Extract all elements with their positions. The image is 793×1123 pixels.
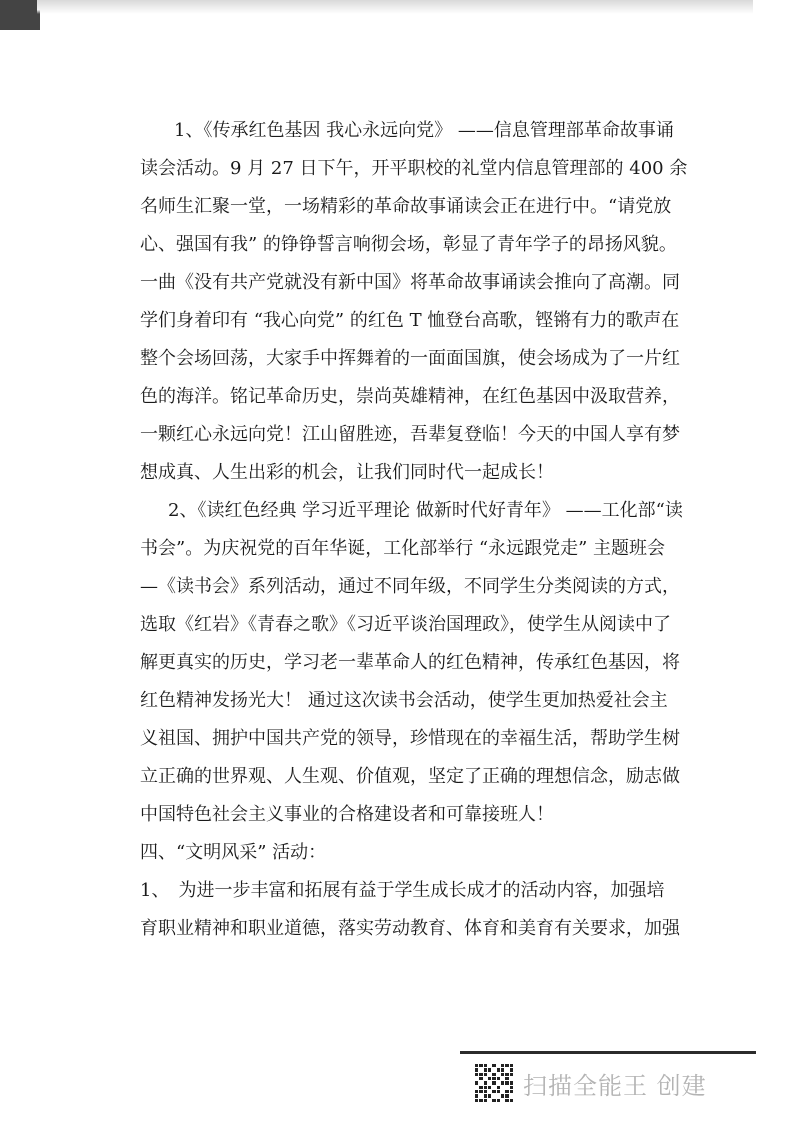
scan-edge-left — [0, 0, 40, 30]
scan-edge-top — [37, 0, 753, 14]
text-line: —《读书会》系列活动，通过不同年级，不同学生分类阅读的方式， — [140, 576, 680, 597]
text-line: 中国特色社会主义事业的合格建设者和可靠接班人！ — [140, 804, 554, 825]
section-heading: 四、“文明风采” 活动： — [140, 842, 327, 863]
text-line: 整个会场回荡，大家手中挥舞着的一面面国旗，使会场成为了一片红 — [140, 348, 680, 369]
text-line: 育职业精神和职业道德，落实劳动教育、体育和美育有关要求，加强 — [140, 918, 680, 939]
text-line: 义祖国、拥护中国共产党的领导，珍惜现在的幸福生活，帮助学生树 — [140, 728, 680, 749]
text-line: 红色精神发扬光大！ 通过这次读书会活动，使学生更加热爱社会主 — [140, 690, 668, 711]
scanner-watermark — [475, 1064, 707, 1102]
text-line: 想成真、人生出彩的机会，让我们同时代一起成长！ — [140, 462, 554, 483]
text-line: 2、《读红色经典 学习近平理论 做新时代好青年》 ——工化部“读 — [168, 500, 683, 521]
watermark-text: 扫描全能王 创建 — [523, 1071, 707, 1100]
text-line: 立正确的世界观、人生观、价值观，坚定了正确的理想信念，励志做 — [140, 766, 680, 787]
qr-code-icon — [475, 1064, 513, 1102]
text-line: 名师生汇聚一堂，一场精彩的革命故事诵读会正在进行中。“请党放 — [140, 196, 672, 217]
text-line: 解更真实的历史，学习老一辈革命人的红色精神，传承红色基因，将 — [140, 652, 680, 673]
page-bottom-rule — [460, 1051, 756, 1054]
text-line: 学们身着印有 “我心向党” 的红色 T 恤登台高歌，铿锵有力的歌声在 — [140, 310, 680, 331]
text-line: 一曲《没有共产党就没有新中国》将革命故事诵读会推向了高潮。同 — [140, 272, 680, 293]
document-body — [140, 112, 688, 948]
text-line: 心、强国有我” 的铮铮誓言响彻会场，彰显了青年学子的昂扬风貌。 — [140, 234, 677, 255]
text-line: 读会活动。9 月 27 日下午，开平职校的礼堂内信息管理部的 400 余 — [140, 158, 688, 179]
text-line: 1、《传承红色基因 我心永远向党》 ——信息管理部革命故事诵 — [174, 120, 674, 141]
text-line: 选取《红岩》《青春之歌》《习近平谈治国理政》，使学生从阅读中了 — [140, 614, 671, 635]
text-line: 色的海洋。铭记革命历史，崇尚英雄精神，在红色基因中汲取营养， — [140, 386, 680, 407]
text-line: 书会”。为庆祝党的百年华诞，工化部举行 “永远跟党走” 主题班会 — [140, 538, 666, 559]
text-line: 一颗红心永远向党！江山留胜迹，吾辈复登临！今天的中国人享有梦 — [140, 424, 680, 445]
text-line: 1、 为进一步丰富和拓展有益于学生成长成才的活动内容，加强培 — [140, 880, 665, 901]
